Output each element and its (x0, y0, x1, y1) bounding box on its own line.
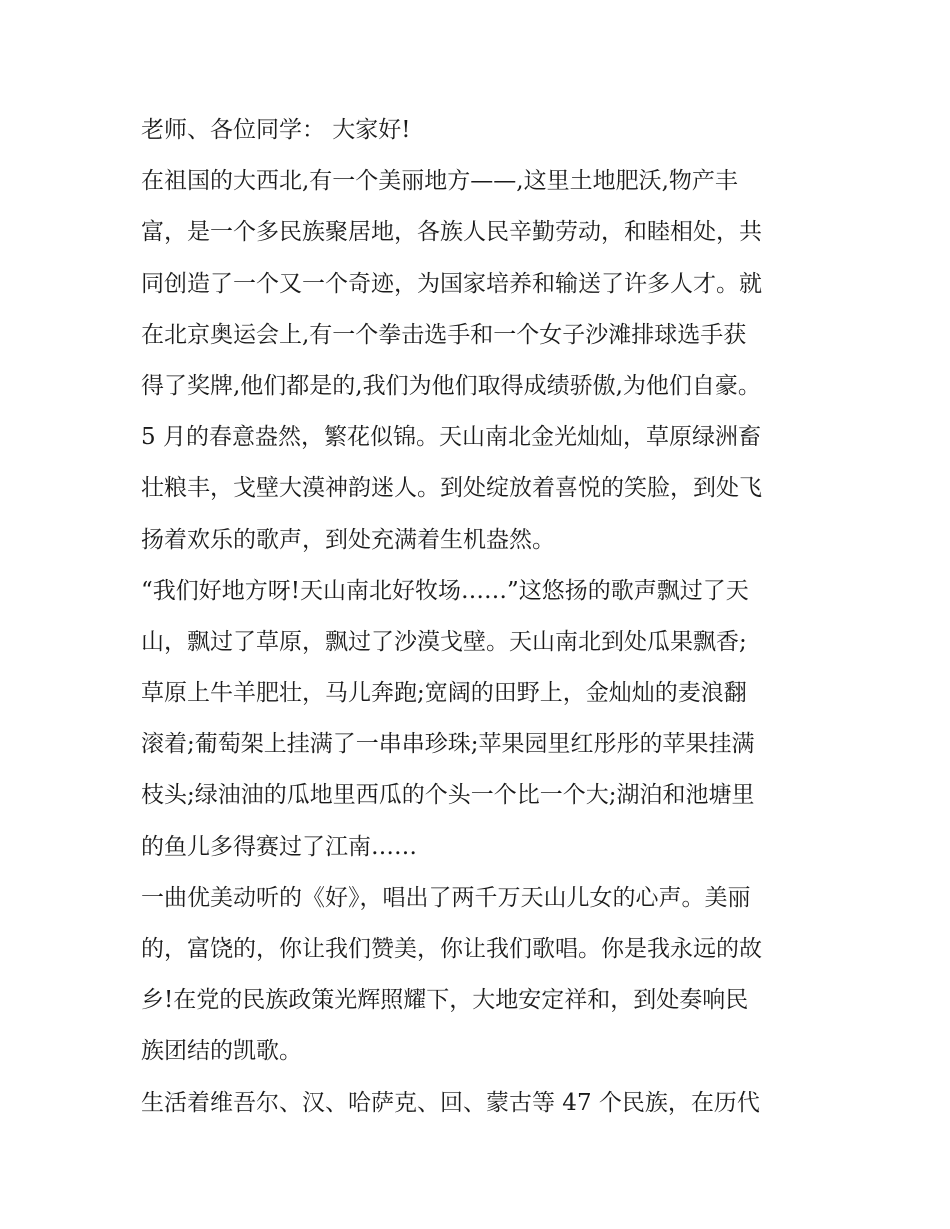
text-line: 滚着;葡萄架上挂满了一串串珍珠;苹果园里红彤彤的苹果挂满 (141, 731, 755, 758)
text-line: “我们好地方呀!天山南北好牧场……”这悠扬的歌声飘过了天 (141, 577, 749, 604)
text-line: 壮粮丰，戈壁大漠神韵迷人。到处绽放着喜悦的笑脸，到处飞 (141, 475, 762, 502)
text-line: 扬着欢乐的歌声，到处充满着生机盎然。 (141, 526, 555, 553)
text-line: 枝头;绿油油的瓜地里西瓜的个头一个比一个大;湖泊和池塘里 (141, 782, 755, 809)
text-line: 5 月的春意盎然，繁花似锦。天山南北金光灿灿，草原绿洲畜 (141, 424, 761, 451)
text-line: 乡!在党的民族政策光辉照耀下，大地安定祥和，到处奏响民 (141, 987, 749, 1014)
text-line: 族团结的凯歌。 (141, 1038, 302, 1065)
text-line: 生活着维吾尔、汉、哈萨克、回、蒙古等 47 个民族，在历代 (141, 1089, 760, 1116)
text-line: 得了奖牌,他们都是的,我们为他们取得成绩骄傲,为他们自豪。 (141, 372, 761, 399)
text-line: 草原上牛羊肥壮，马儿奔跑;宽阔的田野上，金灿灿的麦浪翻 (141, 680, 747, 707)
text-line: 的鱼儿多得赛过了江南…… (141, 833, 417, 860)
text-line: 一曲优美动听的《好》，唱出了两千万天山儿女的心声。美丽 (141, 884, 751, 911)
text-line: 在北京奥运会上,有一个拳击选手和一个女子沙滩排球选手获 (141, 321, 747, 348)
text-line: 老师、各位同学： 大家好! (141, 117, 411, 143)
text-line: 山，飘过了草原，飘过了沙漠戈壁。天山南北到处瓜果飘香; (141, 628, 747, 655)
text-line: 在祖国的大西北,有一个美丽地方——,这里土地肥沃,物产丰 (141, 168, 738, 195)
document-body (141, 105, 821, 1129)
text-line: 的，富饶的，你让我们赞美，你让我们歌唱。你是我永远的故 (141, 936, 762, 962)
text-line: 富，是一个多民族聚居地，各族人民辛勤劳动，和睦相处，共 (141, 219, 762, 246)
text-line: 同创造了一个又一个奇迹，为国家培养和输送了许多人才。就 (141, 270, 762, 297)
